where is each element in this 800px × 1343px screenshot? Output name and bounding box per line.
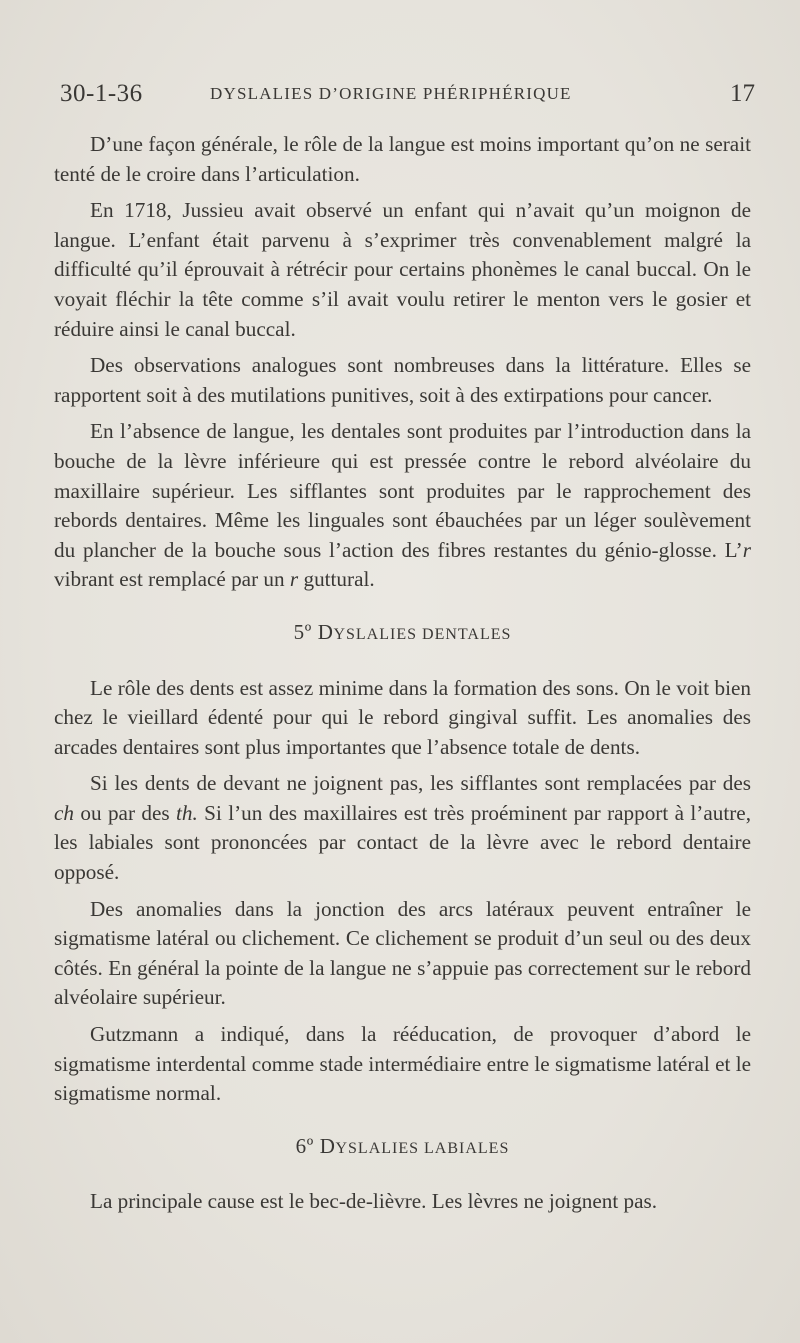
paragraph-text: vibrant est remplacé par un xyxy=(54,567,290,592)
page-body xyxy=(54,130,751,1224)
paragraph-text: Si les dents de devant ne joignent pas, les sifflantes sont remplacées par des xyxy=(90,771,751,796)
section-code: 30-1-36 xyxy=(60,80,143,107)
italic-r: r xyxy=(742,537,751,562)
paragraph: Des observations analogues sont nombreuses dans la littérature. Elles se rapportent soit à des mutilations punitives, soit à des extirpations pour cancer. xyxy=(54,353,751,407)
paragraph-text: Si l’un des maxillaires est très proéminent par rapport à l’autre, les labiales sont prononcées par contact de la lèvre avec le rebord dentaire opposé. xyxy=(54,800,751,885)
running-header xyxy=(60,80,755,116)
paragraph-text: En l’absence de langue, les dentales sont produites par l’introduction dans la bouche de la lèvre inférieure qui est pressée contre le rebord alvéolaire du maxillaire supérieur. Les sifflantes sont produites par le rapprochement des rebords dentaires. Même les linguales sont ébauchées par un léger soulèvement du plancher de la bouche sous l’action des fibres restantes du génio-glosse. xyxy=(54,419,751,562)
section-title-rest: YSLALIES LABIALES xyxy=(335,1139,510,1157)
section-initial: D xyxy=(317,619,334,644)
paragraph: En 1718, Jussieu avait observé un enfant qui n’avait qu’un moignon de langue. L’enfant était parvenu à s’exprimer très convenablement malgré la difficulté qu’il éprouvait à rétrécir pour certains phonèmes le canal buccal. On le voyait fléchir la tête comme s’il avait voulu retirer le menton vers le gosier et réduire ainsi le canal buccal. xyxy=(54,198,751,341)
paragraph: Gutzmann a indiqué, dans la rééducation, de provoquer d’abord le sigmatisme interdental comme stade intermédiaire entre le sigmatisme latéral et le sigmatisme normal. xyxy=(54,1022,751,1106)
paragraph: Des anomalies dans la jonction des arcs latéraux peuvent entraîner le sigmatisme latéral ou clichement. Ce clichement se produit d’un seul ou des deux côtés. En général la pointe de la langue ne s’appuie pas correctement sur le rebord alvéolaire supérieur. xyxy=(54,896,751,1010)
paragraph-text: ou par des xyxy=(74,800,177,825)
section-number: 5º xyxy=(293,619,312,644)
italic-r: r xyxy=(289,567,299,592)
paragraph xyxy=(54,769,751,887)
paragraph xyxy=(54,417,751,595)
paragraph: La principale cause est le bec-de-lièvre. Les lèvres ne joignent pas. xyxy=(90,1189,658,1214)
italic-ch: ch xyxy=(54,800,74,825)
paragraph: D’une façon générale, le rôle de la langue est moins important qu’on ne serait tenté de le croire dans l’articulation. xyxy=(54,132,751,186)
paragraph-text: guttural. xyxy=(298,567,375,592)
section-initial: D xyxy=(319,1133,336,1158)
running-title: DYSLALIES D’ORIGINE PHÉRIPHÉRIQUE xyxy=(210,84,572,103)
italic-th: th. xyxy=(176,800,198,825)
section-heading-labiales xyxy=(54,1132,751,1164)
section-title-rest: YSLALIES DENTALES xyxy=(333,625,512,643)
paragraph: Le rôle des dents est assez minime dans la formation des sons. On le voit bien chez le vieillard édenté pour qui le rebord gingival suffit. Les anomalies des arcades dentaires sont plus importantes que l’absence totale de dents. xyxy=(54,675,751,759)
section-heading-dentales xyxy=(54,618,751,650)
page-number: 17 xyxy=(730,80,755,107)
paragraph-text: L’ xyxy=(716,537,743,562)
section-number: 6º xyxy=(295,1133,314,1158)
